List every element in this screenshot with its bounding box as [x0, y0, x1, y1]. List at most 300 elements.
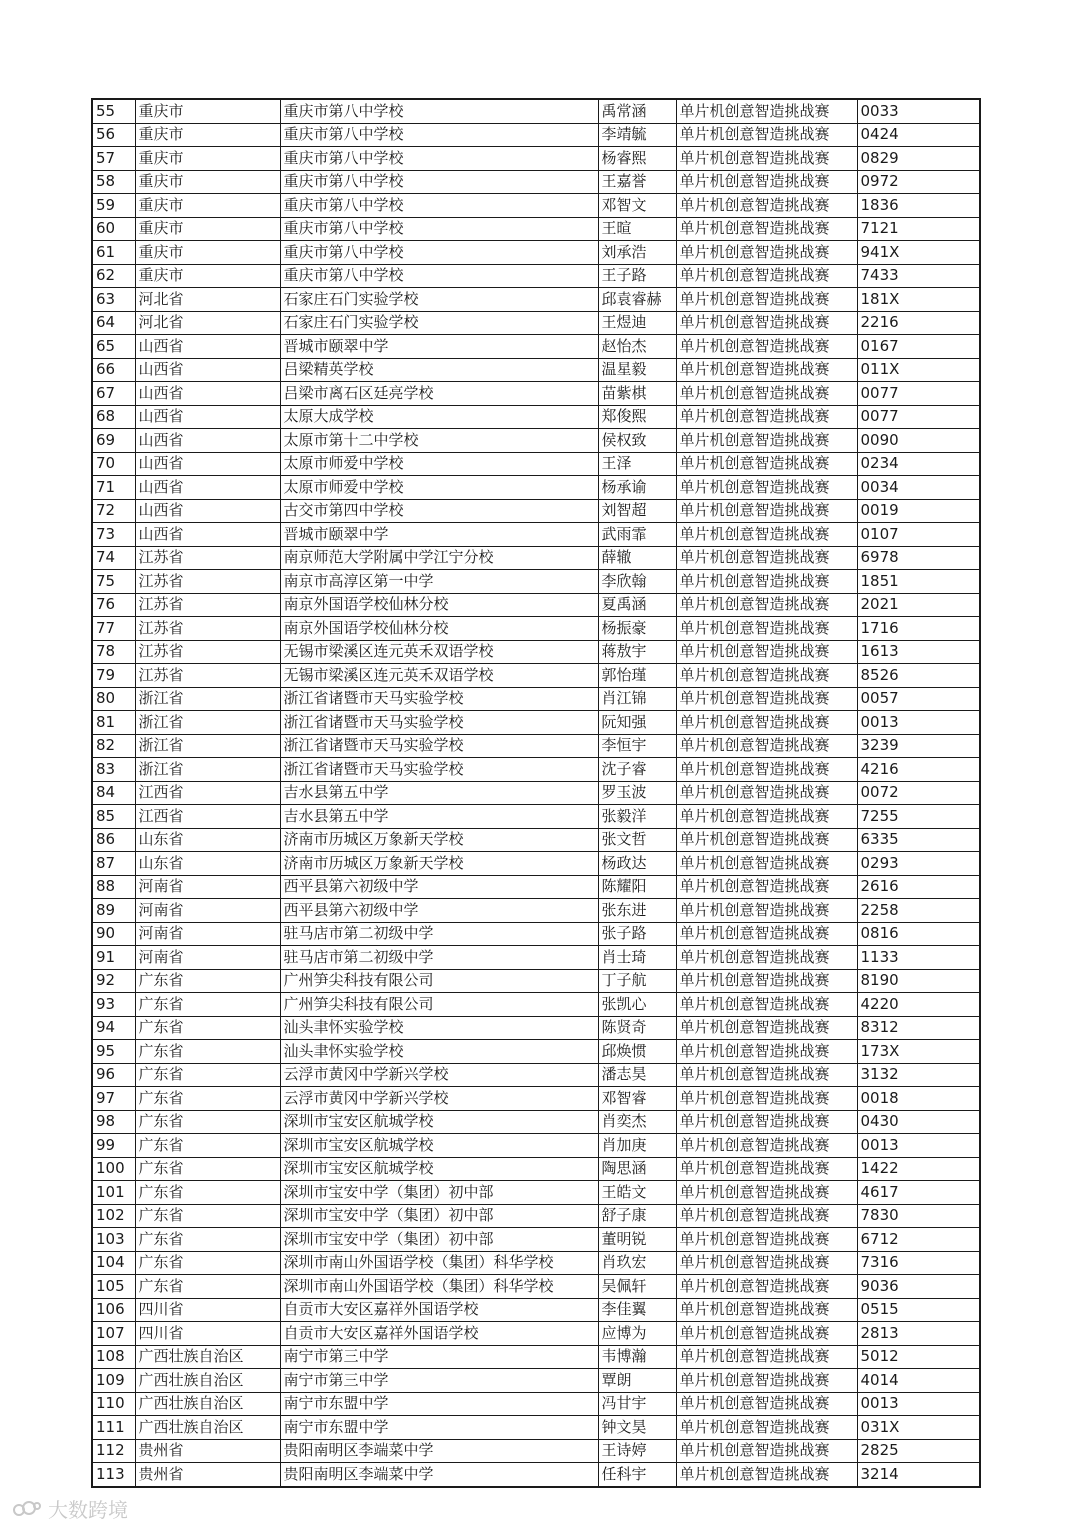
id-suffix-cell: 0057 [857, 687, 980, 711]
student-name-cell: 李恒宇 [598, 734, 676, 758]
row-index-cell: 58 [92, 170, 135, 194]
table-row [92, 476, 980, 500]
event-cell: 单片机创意智造挑战赛 [676, 875, 857, 899]
event-cell: 单片机创意智造挑战赛 [676, 1040, 857, 1064]
event-cell: 单片机创意智造挑战赛 [676, 1181, 857, 1205]
student-name-cell: 张东进 [598, 899, 676, 923]
province-cell: 河北省 [135, 311, 280, 335]
student-name-cell: 冯甘宇 [598, 1392, 676, 1416]
province-cell: 四川省 [135, 1322, 280, 1346]
table-row [92, 570, 980, 594]
id-suffix-cell: 7433 [857, 264, 980, 288]
province-cell: 江苏省 [135, 570, 280, 594]
id-suffix-cell: 6712 [857, 1228, 980, 1252]
row-index-cell: 87 [92, 852, 135, 876]
student-name-cell: 王诗婷 [598, 1439, 676, 1463]
student-name-cell: 邱焕惯 [598, 1040, 676, 1064]
student-name-cell: 肖玖宏 [598, 1251, 676, 1275]
school-cell: 南宁市东盟中学 [280, 1416, 598, 1440]
id-suffix-cell: 8312 [857, 1016, 980, 1040]
table-row [92, 1063, 980, 1087]
province-cell: 广西壮族自治区 [135, 1369, 280, 1393]
province-cell: 江西省 [135, 805, 280, 829]
row-index-cell: 90 [92, 922, 135, 946]
province-cell: 山西省 [135, 429, 280, 453]
event-cell: 单片机创意智造挑战赛 [676, 170, 857, 194]
table-row [92, 593, 980, 617]
school-cell: 深圳市南山外国语学校（集团）科华学校 [280, 1275, 598, 1299]
event-cell: 单片机创意智造挑战赛 [676, 311, 857, 335]
event-cell: 单片机创意智造挑战赛 [676, 1204, 857, 1228]
table-row [92, 288, 980, 312]
student-name-cell: 邓智文 [598, 194, 676, 218]
province-cell: 重庆市 [135, 217, 280, 241]
table-row [92, 264, 980, 288]
province-cell: 山西省 [135, 358, 280, 382]
id-suffix-cell: 173X [857, 1040, 980, 1064]
student-name-cell: 邱袁睿赫 [598, 288, 676, 312]
row-index-cell: 111 [92, 1416, 135, 1440]
table-row [92, 1181, 980, 1205]
row-index-cell: 63 [92, 288, 135, 312]
table-row [92, 875, 980, 899]
row-index-cell: 76 [92, 593, 135, 617]
event-cell: 单片机创意智造挑战赛 [676, 358, 857, 382]
row-index-cell: 77 [92, 617, 135, 641]
province-cell: 广东省 [135, 1087, 280, 1111]
student-name-cell: 王暄 [598, 217, 676, 241]
id-suffix-cell: 7316 [857, 1251, 980, 1275]
event-cell: 单片机创意智造挑战赛 [676, 523, 857, 547]
student-name-cell: 沈子睿 [598, 758, 676, 782]
row-index-cell: 92 [92, 969, 135, 993]
student-name-cell: 张文哲 [598, 828, 676, 852]
student-name-cell: 郭怡瑾 [598, 664, 676, 688]
event-cell: 单片机创意智造挑战赛 [676, 1345, 857, 1369]
table-row [92, 1134, 980, 1158]
event-cell: 单片机创意智造挑战赛 [676, 922, 857, 946]
row-index-cell: 70 [92, 452, 135, 476]
table-row [92, 1040, 980, 1064]
province-cell: 山东省 [135, 828, 280, 852]
student-name-cell: 王泽 [598, 452, 676, 476]
event-cell: 单片机创意智造挑战赛 [676, 828, 857, 852]
table-row [92, 852, 980, 876]
event-cell: 单片机创意智造挑战赛 [676, 147, 857, 171]
table-row [92, 1157, 980, 1181]
row-index-cell: 82 [92, 734, 135, 758]
row-index-cell: 98 [92, 1110, 135, 1134]
school-cell: 南宁市第三中学 [280, 1369, 598, 1393]
event-cell: 单片机创意智造挑战赛 [676, 805, 857, 829]
table-row [92, 452, 980, 476]
province-cell: 河南省 [135, 922, 280, 946]
province-cell: 江苏省 [135, 617, 280, 641]
event-cell: 单片机创意智造挑战赛 [676, 1322, 857, 1346]
province-cell: 重庆市 [135, 194, 280, 218]
event-cell: 单片机创意智造挑战赛 [676, 969, 857, 993]
student-name-cell: 肖奕杰 [598, 1110, 676, 1134]
row-index-cell: 65 [92, 335, 135, 359]
event-cell: 单片机创意智造挑战赛 [676, 1110, 857, 1134]
province-cell: 浙江省 [135, 711, 280, 735]
province-cell: 山西省 [135, 405, 280, 429]
province-cell: 重庆市 [135, 170, 280, 194]
province-cell: 广东省 [135, 1204, 280, 1228]
student-name-cell: 钟文昊 [598, 1416, 676, 1440]
school-cell: 云浮市黄冈中学新兴学校 [280, 1063, 598, 1087]
event-cell: 单片机创意智造挑战赛 [676, 1463, 857, 1487]
table-row [92, 828, 980, 852]
school-cell: 深圳市宝安区航城学校 [280, 1134, 598, 1158]
id-suffix-cell: 0019 [857, 499, 980, 523]
id-suffix-cell: 2813 [857, 1322, 980, 1346]
id-suffix-cell: 2021 [857, 593, 980, 617]
row-index-cell: 69 [92, 429, 135, 453]
event-cell: 单片机创意智造挑战赛 [676, 1392, 857, 1416]
table-row [92, 734, 980, 758]
event-cell: 单片机创意智造挑战赛 [676, 194, 857, 218]
table-row [92, 993, 980, 1017]
id-suffix-cell: 0107 [857, 523, 980, 547]
event-cell: 单片机创意智造挑战赛 [676, 664, 857, 688]
table-row [92, 922, 980, 946]
school-cell: 云浮市黄冈中学新兴学校 [280, 1087, 598, 1111]
student-name-cell: 任科宇 [598, 1463, 676, 1487]
province-cell: 广西壮族自治区 [135, 1345, 280, 1369]
id-suffix-cell: 0018 [857, 1087, 980, 1111]
school-cell: 太原市师爱中学校 [280, 452, 598, 476]
province-cell: 江苏省 [135, 664, 280, 688]
id-suffix-cell: 4216 [857, 758, 980, 782]
table-row [92, 617, 980, 641]
province-cell: 广东省 [135, 1016, 280, 1040]
id-suffix-cell: 9036 [857, 1275, 980, 1299]
event-cell: 单片机创意智造挑战赛 [676, 382, 857, 406]
school-cell: 自贡市大安区嘉祥外国语学校 [280, 1322, 598, 1346]
event-cell: 单片机创意智造挑战赛 [676, 711, 857, 735]
row-index-cell: 105 [92, 1275, 135, 1299]
row-index-cell: 71 [92, 476, 135, 500]
id-suffix-cell: 6978 [857, 546, 980, 570]
province-cell: 江苏省 [135, 640, 280, 664]
province-cell: 山西省 [135, 335, 280, 359]
event-cell: 单片机创意智造挑战赛 [676, 288, 857, 312]
school-cell: 无锡市梁溪区连元英禾双语学校 [280, 664, 598, 688]
school-cell: 吉水县第五中学 [280, 805, 598, 829]
school-cell: 广州笋尖科技有限公司 [280, 993, 598, 1017]
province-cell: 河南省 [135, 899, 280, 923]
event-cell: 单片机创意智造挑战赛 [676, 946, 857, 970]
table-row [92, 241, 980, 265]
id-suffix-cell: 8526 [857, 664, 980, 688]
province-cell: 重庆市 [135, 264, 280, 288]
student-name-cell: 郑俊熙 [598, 405, 676, 429]
event-cell: 单片机创意智造挑战赛 [676, 758, 857, 782]
school-cell: 重庆市第八中学校 [280, 194, 598, 218]
row-index-cell: 85 [92, 805, 135, 829]
province-cell: 山西省 [135, 523, 280, 547]
school-cell: 太原市第十二中学校 [280, 429, 598, 453]
province-cell: 山东省 [135, 852, 280, 876]
table-row [92, 405, 980, 429]
student-name-cell: 张凯心 [598, 993, 676, 1017]
event-cell: 单片机创意智造挑战赛 [676, 335, 857, 359]
row-index-cell: 96 [92, 1063, 135, 1087]
event-cell: 单片机创意智造挑战赛 [676, 1416, 857, 1440]
table-row [92, 499, 980, 523]
province-cell: 山西省 [135, 499, 280, 523]
student-name-cell: 张子路 [598, 922, 676, 946]
id-suffix-cell: 1613 [857, 640, 980, 664]
row-index-cell: 79 [92, 664, 135, 688]
id-suffix-cell: 1422 [857, 1157, 980, 1181]
table-row [92, 123, 980, 147]
province-cell: 河北省 [135, 288, 280, 312]
event-cell: 单片机创意智造挑战赛 [676, 899, 857, 923]
student-name-cell: 舒子康 [598, 1204, 676, 1228]
school-cell: 石家庄石门实验学校 [280, 288, 598, 312]
row-index-cell: 55 [92, 99, 135, 123]
table-row [92, 194, 980, 218]
school-cell: 自贡市大安区嘉祥外国语学校 [280, 1298, 598, 1322]
row-index-cell: 97 [92, 1087, 135, 1111]
event-cell: 单片机创意智造挑战赛 [676, 1439, 857, 1463]
student-name-cell: 肖江锦 [598, 687, 676, 711]
province-cell: 广东省 [135, 1275, 280, 1299]
table-row [92, 523, 980, 547]
id-suffix-cell: 1836 [857, 194, 980, 218]
school-cell: 深圳市宝安中学（集团）初中部 [280, 1204, 598, 1228]
table-row [92, 382, 980, 406]
row-index-cell: 112 [92, 1439, 135, 1463]
id-suffix-cell: 3132 [857, 1063, 980, 1087]
table-row [92, 1087, 980, 1111]
school-cell: 吉水县第五中学 [280, 781, 598, 805]
province-cell: 贵州省 [135, 1463, 280, 1487]
student-name-cell: 张毅洋 [598, 805, 676, 829]
school-cell: 广州笋尖科技有限公司 [280, 969, 598, 993]
row-index-cell: 94 [92, 1016, 135, 1040]
province-cell: 浙江省 [135, 734, 280, 758]
student-name-cell: 肖加庚 [598, 1134, 676, 1158]
student-name-cell: 罗玉波 [598, 781, 676, 805]
table-row [92, 1369, 980, 1393]
event-cell: 单片机创意智造挑战赛 [676, 99, 857, 123]
event-cell: 单片机创意智造挑战赛 [676, 429, 857, 453]
table-row [92, 899, 980, 923]
school-cell: 晋城市颐翠中学 [280, 335, 598, 359]
row-index-cell: 106 [92, 1298, 135, 1322]
student-name-cell: 肖士琦 [598, 946, 676, 970]
table-row [92, 640, 980, 664]
id-suffix-cell: 2825 [857, 1439, 980, 1463]
student-name-cell: 夏禹涵 [598, 593, 676, 617]
school-cell: 太原大成学校 [280, 405, 598, 429]
province-cell: 重庆市 [135, 241, 280, 265]
province-cell: 浙江省 [135, 687, 280, 711]
student-name-cell: 韦博瀚 [598, 1345, 676, 1369]
student-name-cell: 李靖毓 [598, 123, 676, 147]
school-cell: 重庆市第八中学校 [280, 264, 598, 288]
event-cell: 单片机创意智造挑战赛 [676, 241, 857, 265]
student-name-cell: 禹常涵 [598, 99, 676, 123]
id-suffix-cell: 031X [857, 1416, 980, 1440]
row-index-cell: 109 [92, 1369, 135, 1393]
province-cell: 广东省 [135, 1040, 280, 1064]
province-cell: 浙江省 [135, 758, 280, 782]
student-name-cell: 陈贤奇 [598, 1016, 676, 1040]
row-index-cell: 104 [92, 1251, 135, 1275]
province-cell: 河南省 [135, 875, 280, 899]
id-suffix-cell: 0234 [857, 452, 980, 476]
student-name-cell: 覃朗 [598, 1369, 676, 1393]
student-name-cell: 陈耀阳 [598, 875, 676, 899]
table-row [92, 99, 980, 123]
id-suffix-cell: 0077 [857, 382, 980, 406]
event-cell: 单片机创意智造挑战赛 [676, 640, 857, 664]
id-suffix-cell: 7121 [857, 217, 980, 241]
row-index-cell: 72 [92, 499, 135, 523]
province-cell: 广东省 [135, 1110, 280, 1134]
school-cell: 吕梁精英学校 [280, 358, 598, 382]
student-name-cell: 杨睿熙 [598, 147, 676, 171]
event-cell: 单片机创意智造挑战赛 [676, 499, 857, 523]
table-row [92, 1345, 980, 1369]
table-row [92, 1275, 980, 1299]
row-index-cell: 75 [92, 570, 135, 594]
event-cell: 单片机创意智造挑战赛 [676, 476, 857, 500]
school-cell: 深圳市宝安区航城学校 [280, 1110, 598, 1134]
event-cell: 单片机创意智造挑战赛 [676, 852, 857, 876]
table-row [92, 147, 980, 171]
id-suffix-cell: 1716 [857, 617, 980, 641]
id-suffix-cell: 4014 [857, 1369, 980, 1393]
student-name-cell: 侯权致 [598, 429, 676, 453]
table-row [92, 429, 980, 453]
school-cell: 晋城市颐翠中学 [280, 523, 598, 547]
row-index-cell: 89 [92, 899, 135, 923]
id-suffix-cell: 0515 [857, 1298, 980, 1322]
row-index-cell: 59 [92, 194, 135, 218]
id-suffix-cell: 7255 [857, 805, 980, 829]
school-cell: 深圳市宝安区航城学校 [280, 1157, 598, 1181]
school-cell: 贵阳南明区李端菜中学 [280, 1439, 598, 1463]
row-index-cell: 56 [92, 123, 135, 147]
student-name-cell: 刘智超 [598, 499, 676, 523]
row-index-cell: 64 [92, 311, 135, 335]
table-row [92, 687, 980, 711]
event-cell: 单片机创意智造挑战赛 [676, 1134, 857, 1158]
student-name-cell: 王子路 [598, 264, 676, 288]
row-index-cell: 73 [92, 523, 135, 547]
event-cell: 单片机创意智造挑战赛 [676, 593, 857, 617]
school-cell: 南京市高淳区第一中学 [280, 570, 598, 594]
id-suffix-cell: 0077 [857, 405, 980, 429]
province-cell: 江苏省 [135, 593, 280, 617]
student-name-cell: 王煜迪 [598, 311, 676, 335]
id-suffix-cell: 0034 [857, 476, 980, 500]
school-cell: 重庆市第八中学校 [280, 147, 598, 171]
id-suffix-cell: 0829 [857, 147, 980, 171]
row-index-cell: 86 [92, 828, 135, 852]
event-cell: 单片机创意智造挑战赛 [676, 781, 857, 805]
school-cell: 深圳市宝安中学（集团）初中部 [280, 1228, 598, 1252]
id-suffix-cell: 2258 [857, 899, 980, 923]
student-name-cell: 邓智睿 [598, 1087, 676, 1111]
student-name-cell: 李欣翰 [598, 570, 676, 594]
table-row [92, 805, 980, 829]
id-suffix-cell: 2616 [857, 875, 980, 899]
school-cell: 南京师范大学附属中学江宁分校 [280, 546, 598, 570]
student-name-cell: 吴佩轩 [598, 1275, 676, 1299]
roster-body [92, 99, 980, 1487]
event-cell: 单片机创意智造挑战赛 [676, 1251, 857, 1275]
school-cell: 南宁市东盟中学 [280, 1392, 598, 1416]
watermark [12, 1494, 128, 1523]
row-index-cell: 100 [92, 1157, 135, 1181]
province-cell: 广东省 [135, 969, 280, 993]
event-cell: 单片机创意智造挑战赛 [676, 993, 857, 1017]
id-suffix-cell: 6335 [857, 828, 980, 852]
id-suffix-cell: 0424 [857, 123, 980, 147]
table-row [92, 217, 980, 241]
school-cell: 西平县第六初级中学 [280, 875, 598, 899]
table-row [92, 1228, 980, 1252]
school-cell: 驻马店市第二初级中学 [280, 922, 598, 946]
school-cell: 汕头聿怀实验学校 [280, 1040, 598, 1064]
event-cell: 单片机创意智造挑战赛 [676, 1016, 857, 1040]
school-cell: 重庆市第八中学校 [280, 241, 598, 265]
id-suffix-cell: 011X [857, 358, 980, 382]
student-name-cell: 蒋敖宇 [598, 640, 676, 664]
event-cell: 单片机创意智造挑战赛 [676, 1228, 857, 1252]
student-name-cell: 陶思涵 [598, 1157, 676, 1181]
weibo-like-logo-icon [12, 1498, 42, 1520]
event-cell: 单片机创意智造挑战赛 [676, 452, 857, 476]
row-index-cell: 61 [92, 241, 135, 265]
table-row [92, 781, 980, 805]
province-cell: 江苏省 [135, 546, 280, 570]
province-cell: 广东省 [135, 1181, 280, 1205]
province-cell: 广东省 [135, 1157, 280, 1181]
event-cell: 单片机创意智造挑战赛 [676, 1063, 857, 1087]
row-index-cell: 60 [92, 217, 135, 241]
school-cell: 无锡市梁溪区连元英禾双语学校 [280, 640, 598, 664]
row-index-cell: 78 [92, 640, 135, 664]
table-row [92, 335, 980, 359]
student-name-cell: 阮知强 [598, 711, 676, 735]
school-cell: 重庆市第八中学校 [280, 99, 598, 123]
event-cell: 单片机创意智造挑战赛 [676, 546, 857, 570]
student-name-cell: 杨振豪 [598, 617, 676, 641]
province-cell: 重庆市 [135, 99, 280, 123]
province-cell: 江西省 [135, 781, 280, 805]
row-index-cell: 66 [92, 358, 135, 382]
school-cell: 贵阳南明区李端菜中学 [280, 1463, 598, 1487]
table-row [92, 664, 980, 688]
student-name-cell: 董明锐 [598, 1228, 676, 1252]
school-cell: 重庆市第八中学校 [280, 217, 598, 241]
row-index-cell: 62 [92, 264, 135, 288]
table-row [92, 1110, 980, 1134]
id-suffix-cell: 3214 [857, 1463, 980, 1487]
id-suffix-cell: 941X [857, 241, 980, 265]
table-row [92, 1463, 980, 1487]
school-cell: 南宁市第三中学 [280, 1345, 598, 1369]
province-cell: 山西省 [135, 382, 280, 406]
student-name-cell: 杨承谕 [598, 476, 676, 500]
